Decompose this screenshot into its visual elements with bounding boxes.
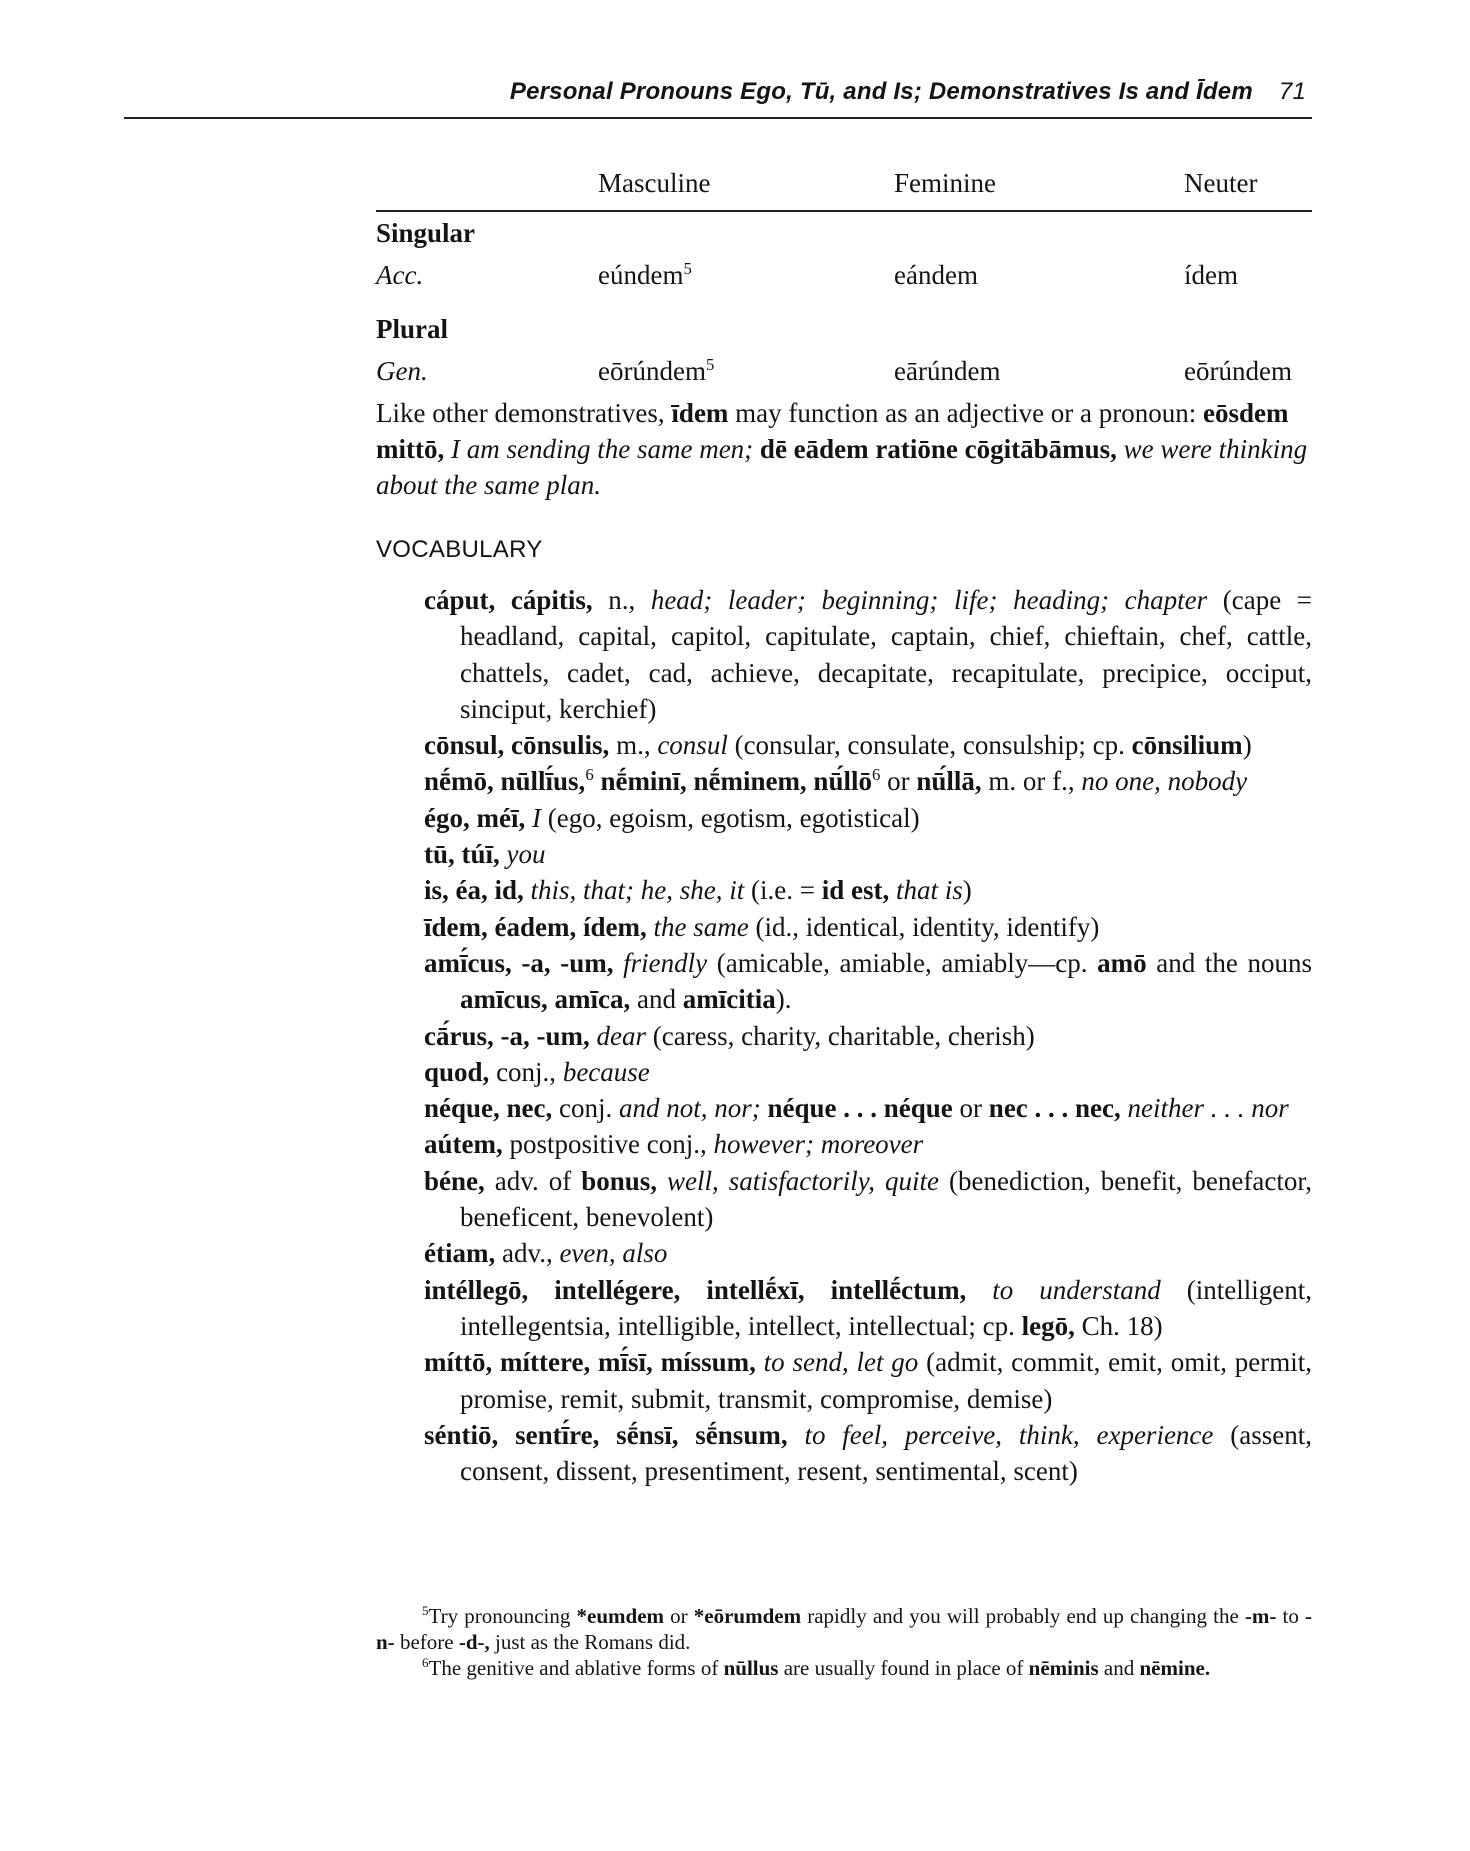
demonstrative-paragraph: Like other demonstratives, īdem may function as an adjective or a pronoun: eōsdem mittō, I am sending the same men; dē eādem ratiōne cōgitābāmus, we were thinking about the same plan.: [376, 398, 1308, 500]
page-number: 71: [1278, 78, 1306, 105]
plural-gen-row: [376, 350, 1312, 392]
vocabulary-entry: étiam, adv., even, also: [424, 1238, 668, 1269]
neuter-form: ídem: [1184, 260, 1238, 290]
singular-label: Singular: [376, 218, 476, 248]
masculine-form: eúndem$^5$: [598, 259, 692, 290]
header-neuter: Neuter: [1184, 168, 1258, 198]
vocabulary-entry: quod, conj., because: [424, 1056, 650, 1087]
vocabulary-entry: néque, nec, conj. and not, nor; néque . . . néque or nec . . . nec, neither . . . nor: [424, 1093, 1289, 1124]
vocabulary-entry: séntiō, sentī́re, sḗnsī, sḗnsum, to feel, perceive, think, experience (assent, consent, dissent, presentiment, resent, sentimental, scent): [424, 1419, 1312, 1487]
vocabulary-entry: cā́rus, -a, -um, dear (caress, charity, charitable, cherish): [424, 1020, 1035, 1051]
masculine-form: eōrúndem$^5$: [598, 355, 715, 386]
footnotes: [376, 1603, 1312, 1681]
header-feminine: Feminine: [894, 168, 996, 198]
case-label: Gen.: [376, 356, 428, 386]
footnote-ref: 5: [705, 355, 715, 374]
vocabulary-entry: tū, túī, you: [424, 839, 546, 870]
case-label: Acc.: [376, 260, 424, 290]
vocabulary-entry: nḗmō, nūllī́us,$^6$ nḗminī, nḗminem, nū́llō$^6$ or nū́llā, m. or f., no one, nobody: [424, 765, 1248, 797]
vocabulary-entry: cáput, cápitis, n., head; leader; beginning; life; heading; chapter (cape = headland, capital, capitol, capitulate, captain, chief, chieftain, chef, cattle, chattels, cadet, cad, achieve, decapitate, recapitulate, precipice, occiput, sinciput, kerchief): [424, 585, 1313, 724]
footnote: $^5$Try pronouncing *eumdem or *eōrumdem rapidly and you will probably end up changing the -m- to -n- before -d-, just as the Romans did.: [376, 1603, 1312, 1654]
vocabulary-entry: égo, méī, I (ego, egoism, egotism, egotistical): [424, 802, 920, 833]
vocabulary-entry: intéllegō, intellégere, intellḗxī, intellḗctum, to understand (intelligent, intellegentsia, intelligible, intellect, intellectual; cp. legō, Ch. 18): [424, 1274, 1312, 1341]
neuter-form: eōrúndem: [1184, 356, 1292, 386]
vocabulary-entry: is, éa, id, this, that; he, she, it (i.e. = id est, that is): [424, 875, 972, 906]
vocabulary-heading: VOCABULARY: [376, 536, 543, 563]
singular-acc-row: [376, 254, 1312, 296]
running-head-title: Personal Pronouns Ego, Tū, and Is; Demonstratives Is and Īdem: [509, 78, 1253, 105]
footnote: $^6$The genitive and ablative forms of nūllus are usually found in place of nēminis and nēmine.: [422, 1655, 1211, 1680]
vocabulary-entry: míttō, míttere, mī́sī, míssum, to send, let go (admit, commit, emit, omit, permit, promise, remit, submit, transmit, compromise, demise): [424, 1347, 1312, 1414]
plural-label-row: [376, 308, 1312, 350]
feminine-form: eándem: [894, 260, 978, 290]
vocabulary-entry: īdem, éadem, ídem, the same (id., identical, identity, identify): [424, 911, 1100, 942]
running-head: [0, 78, 1306, 106]
vocabulary-entry: amī́cus, -a, -um, friendly (amicable, amiable, amiably—cp. amō and the nouns amīcus, amīca, and amīcitia).: [424, 947, 1313, 1015]
declension-table: [376, 162, 1312, 392]
footnote-ref: 5: [683, 259, 692, 278]
header-masculine: Masculine: [598, 168, 711, 198]
plural-label: Plural: [376, 314, 448, 344]
feminine-form: eārúndem: [894, 356, 1001, 386]
singular-label-row: [376, 212, 1312, 254]
declension-header-row: [376, 162, 1312, 212]
vocabulary-entry: béne, adv. of bonus, well, satisfactorily, quite (benediction, benefit, benefactor, beneficent, benevolent): [424, 1165, 1312, 1233]
vocabulary-list: [424, 582, 1312, 1489]
vocabulary-entry: cōnsul, cōnsulis, m., consul (consular, consulate, consulship; cp. cōnsilium): [424, 730, 1252, 761]
vocabulary-entry: aútem, postpositive conj., however; moreover: [424, 1129, 924, 1160]
header-rule: [124, 117, 1312, 119]
